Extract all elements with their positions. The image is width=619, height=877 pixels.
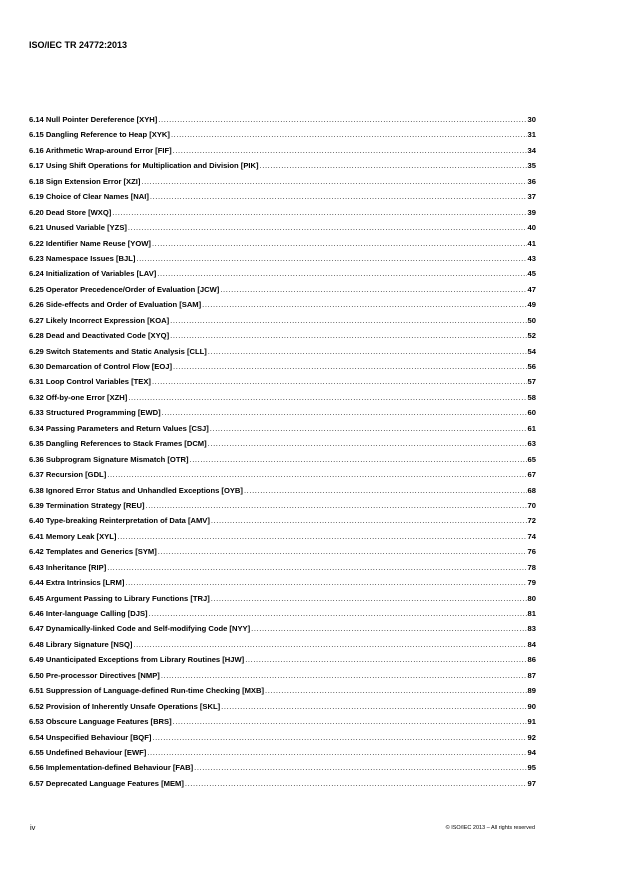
toc-entry[interactable]	[29, 578, 536, 593]
dot-leader	[136, 254, 526, 263]
toc-entry-page: 41	[527, 238, 536, 248]
toc-entry[interactable]	[29, 563, 536, 578]
dot-leader	[202, 300, 526, 309]
dot-leader	[112, 208, 526, 217]
toc-entry-title: 6.39 Termination Strategy [REU]	[29, 500, 145, 510]
toc-entry[interactable]	[29, 779, 536, 794]
toc-entry-page: 94	[527, 747, 536, 757]
toc-entry-title: 6.53 Obscure Language Features [BRS]	[29, 717, 172, 727]
toc-entry-title: 6.55 Undefined Behaviour [EWF]	[29, 747, 147, 757]
toc-entry-title: 6.34 Passing Parameters and Return Values [CSJ]	[29, 423, 209, 433]
toc-entry[interactable]	[29, 285, 536, 300]
toc-entry[interactable]	[29, 439, 536, 454]
toc-entry-page: 45	[527, 269, 536, 279]
dot-leader	[107, 470, 526, 479]
toc-entry-page: 37	[527, 192, 536, 202]
dot-leader	[171, 130, 527, 139]
dot-leader	[145, 501, 526, 510]
dot-leader	[158, 115, 526, 124]
dot-leader	[152, 733, 526, 742]
toc-entry[interactable]	[29, 377, 536, 392]
toc-entry[interactable]	[29, 609, 536, 624]
toc-entry[interactable]	[29, 130, 536, 145]
toc-entry-title: 6.38 Ignored Error Status and Unhandled Exceptions [OYB]	[29, 485, 243, 495]
dot-leader	[170, 331, 526, 340]
toc-entry-page: 90	[527, 701, 536, 711]
toc-entry-title: 6.18 Sign Extension Error [XZI]	[29, 176, 141, 186]
toc-entry-page: 81	[527, 609, 536, 618]
toc-entry-title: 6.17 Using Shift Operations for Multiplication and Division [PIK]	[29, 161, 259, 171]
toc-entry-page: 40	[527, 223, 536, 233]
toc-entry[interactable]	[29, 733, 536, 748]
toc-entry-page: 83	[527, 624, 536, 634]
toc-entry[interactable]	[29, 532, 536, 547]
toc-entry-title: 6.30 Demarcation of Control Flow [EOJ]	[29, 362, 173, 371]
dot-leader	[208, 439, 527, 448]
toc-entry[interactable]	[29, 516, 536, 531]
toc-entry[interactable]	[29, 177, 536, 192]
toc-entry-page: 31	[527, 130, 536, 140]
dot-leader	[210, 424, 527, 433]
toc-entry-page: 47	[527, 284, 536, 294]
toc-entry-title: 6.41 Memory Leak [XYL]	[29, 531, 117, 541]
toc-entry-title: 6.32 Off-by-one Error [XZH]	[29, 392, 128, 402]
toc-entry-title: 6.20 Dead Store [WXQ]	[29, 207, 112, 217]
toc-entry[interactable]	[29, 655, 536, 670]
toc-entry-page: 92	[527, 732, 536, 742]
toc-entry-page: 61	[527, 423, 536, 433]
toc-entry[interactable]	[29, 671, 536, 686]
document-id-header: ISO/IEC TR 24772:2013	[29, 40, 128, 50]
toc-entry-page: 74	[527, 531, 536, 541]
toc-entry-page: 43	[527, 253, 536, 263]
toc-entry[interactable]	[29, 547, 536, 562]
toc-entry-title: 6.36 Subprogram Signature Mismatch [OTR]	[29, 454, 189, 464]
toc-entry-title: 6.52 Provision of Inherently Unsafe Operations [SKL]	[29, 701, 221, 711]
toc-entry-title: 6.49 Unanticipated Exceptions from Library Routines [HJW]	[29, 655, 245, 665]
toc-entry-page: 91	[527, 717, 536, 727]
toc-entry-title: 6.50 Pre-processor Directives [NMP]	[29, 670, 160, 680]
toc-entry-page: 67	[527, 470, 536, 480]
dot-leader	[194, 763, 526, 772]
toc-entry-page: 70	[527, 500, 536, 510]
toc-entry-page: 30	[527, 115, 536, 124]
toc-entry-title: 6.25 Operator Precedence/Order of Evaluation [JCW]	[29, 284, 220, 294]
toc-entry-title: 6.21 Unused Variable [YZS]	[29, 223, 127, 233]
toc-entry-page: 68	[527, 485, 536, 495]
dot-leader	[265, 686, 527, 695]
dot-leader	[190, 455, 527, 464]
toc-entry-title: 6.35 Dangling References to Stack Frames [DCM]	[29, 439, 207, 449]
toc-entry-title: 6.42 Templates and Generics [SYM]	[29, 547, 157, 557]
toc-entry-title: 6.15 Dangling Reference to Heap [XYK]	[29, 130, 170, 140]
toc-entry-title: 6.46 Inter-language Calling [DJS]	[29, 609, 148, 618]
toc-entry-page: 95	[527, 763, 536, 773]
toc-entry-title: 6.45 Argument Passing to Library Functions [TRJ]	[29, 593, 210, 603]
dot-leader	[211, 594, 527, 603]
toc-entry[interactable]	[29, 594, 536, 609]
dot-leader	[161, 671, 527, 680]
toc-entry[interactable]	[29, 624, 536, 639]
toc-entry-page: 79	[527, 578, 536, 588]
table-of-contents	[29, 115, 536, 794]
toc-entry[interactable]	[29, 115, 536, 130]
toc-entry[interactable]	[29, 316, 536, 331]
toc-entry[interactable]	[29, 347, 536, 362]
toc-entry-title: 6.19 Choice of Clear Names [NAI]	[29, 192, 149, 202]
toc-entry[interactable]	[29, 192, 536, 207]
toc-entry[interactable]	[29, 702, 536, 717]
toc-entry-page: 76	[527, 547, 536, 557]
dot-leader	[162, 408, 527, 417]
toc-entry-title: 6.22 Identifier Name Reuse [YOW]	[29, 238, 151, 248]
toc-entry[interactable]	[29, 748, 536, 763]
toc-entry[interactable]	[29, 146, 536, 161]
toc-entry[interactable]	[29, 763, 536, 778]
toc-entry-page: 84	[527, 639, 536, 649]
dot-leader	[185, 779, 527, 788]
toc-entry-page: 63	[527, 439, 536, 449]
toc-entry-title: 6.26 Side-effects and Order of Evaluation [SAM]	[29, 300, 202, 310]
toc-entry-page: 49	[527, 300, 536, 310]
toc-entry-title: 6.29 Switch Statements and Static Analysis [CLL]	[29, 346, 207, 356]
dot-leader	[170, 316, 526, 325]
toc-entry-page: 60	[527, 408, 536, 418]
toc-entry[interactable]	[29, 640, 536, 655]
dot-leader	[157, 269, 526, 278]
dot-leader	[117, 532, 526, 541]
toc-entry[interactable]	[29, 254, 536, 269]
toc-entry[interactable]	[29, 269, 536, 284]
toc-entry[interactable]	[29, 455, 536, 470]
toc-entry-title: 6.24 Initialization of Variables [LAV]	[29, 269, 157, 279]
copyright-notice: © ISO/IEC 2013 – All rights reserved	[445, 825, 535, 831]
toc-entry[interactable]	[29, 486, 536, 501]
toc-entry[interactable]	[29, 408, 536, 423]
toc-entry-title: 6.37 Recursion [GDL]	[29, 470, 107, 480]
toc-entry-title: 6.47 Dynamically-linked Code and Self-modifying Code [NYY]	[29, 624, 251, 634]
toc-entry[interactable]	[29, 331, 536, 346]
dot-leader	[150, 192, 527, 201]
dot-leader	[128, 223, 527, 232]
toc-entry-page: 54	[527, 346, 536, 356]
dot-leader	[173, 717, 527, 726]
dot-leader	[158, 547, 527, 556]
dot-leader	[173, 146, 527, 155]
dot-leader	[251, 624, 526, 633]
toc-entry-page: 72	[527, 516, 536, 526]
toc-entry-title: 6.28 Dead and Deactivated Code [XYQ]	[29, 331, 170, 341]
toc-entry-page: 80	[527, 593, 536, 603]
dot-leader	[221, 702, 526, 711]
toc-entry[interactable]	[29, 470, 536, 485]
toc-entry-title: 6.54 Unspecified Behaviour [BQF]	[29, 732, 152, 742]
toc-entry-title: 6.33 Structured Programming [EWD]	[29, 408, 161, 418]
toc-entry-title: 6.31 Loop Control Variables [TEX]	[29, 377, 151, 387]
toc-entry-page: 57	[527, 377, 536, 387]
toc-entry-title: 6.16 Arithmetic Wrap-around Error [FIF]	[29, 145, 172, 155]
toc-entry-page: 39	[527, 207, 536, 217]
toc-entry-title: 6.43 Inheritance [RIP]	[29, 562, 107, 572]
toc-entry-title: 6.44 Extra Intrinsics [LRM]	[29, 578, 125, 588]
toc-entry[interactable]	[29, 717, 536, 732]
toc-entry-page: 87	[527, 670, 536, 680]
toc-entry-title: 6.48 Library Signature [NSQ]	[29, 639, 133, 649]
dot-leader	[220, 285, 526, 294]
toc-entry-page: 50	[527, 315, 536, 325]
dot-leader	[260, 161, 527, 170]
toc-entry[interactable]	[29, 393, 536, 408]
dot-leader	[107, 563, 526, 572]
page-number: iv	[30, 823, 36, 832]
toc-entry-page: 56	[527, 362, 536, 371]
toc-entry[interactable]	[29, 501, 536, 516]
dot-leader	[211, 516, 527, 525]
toc-entry-title: 6.14 Null Pointer Dereference [XYH]	[29, 115, 158, 124]
dot-leader	[152, 239, 527, 248]
dot-leader	[149, 609, 527, 618]
dot-leader	[147, 748, 526, 757]
toc-entry-title: 6.51 Suppression of Language-defined Run-time Checking [MXB]	[29, 686, 265, 696]
toc-entry-title: 6.40 Type-breaking Reinterpretation of Data [AMV]	[29, 516, 210, 526]
toc-entry-page: 35	[527, 161, 536, 171]
dot-leader	[128, 393, 526, 402]
toc-entry[interactable]	[29, 239, 536, 254]
toc-entry-page: 78	[527, 562, 536, 572]
toc-entry-page: 52	[527, 331, 536, 341]
toc-entry[interactable]	[29, 362, 536, 377]
dot-leader	[133, 640, 526, 649]
toc-entry-page: 34	[527, 145, 536, 155]
toc-entry[interactable]	[29, 223, 536, 238]
toc-entry[interactable]	[29, 424, 536, 439]
toc-entry-page: 65	[527, 454, 536, 464]
toc-entry[interactable]	[29, 208, 536, 223]
toc-entry-title: 6.27 Likely Incorrect Expression [KOA]	[29, 315, 170, 325]
toc-entry-page: 86	[527, 655, 536, 665]
toc-entry-title: 6.56 Implementation-defined Behaviour [FAB]	[29, 763, 194, 773]
toc-entry-title: 6.23 Namespace Issues [BJL]	[29, 253, 136, 263]
toc-entry-page: 58	[527, 392, 536, 402]
toc-entry-page: 97	[527, 778, 536, 788]
dot-leader	[208, 347, 527, 356]
toc-entry[interactable]	[29, 161, 536, 176]
toc-entry[interactable]	[29, 686, 536, 701]
dot-leader	[125, 578, 526, 587]
dot-leader	[244, 486, 527, 495]
dot-leader	[152, 377, 527, 386]
toc-entry-page: 36	[527, 176, 536, 186]
dot-leader	[141, 177, 526, 186]
toc-entry[interactable]	[29, 300, 536, 315]
dot-leader	[173, 362, 527, 371]
toc-entry-page: 89	[527, 686, 536, 696]
toc-entry-title: 6.57 Deprecated Language Features [MEM]	[29, 778, 184, 788]
dot-leader	[245, 655, 526, 664]
